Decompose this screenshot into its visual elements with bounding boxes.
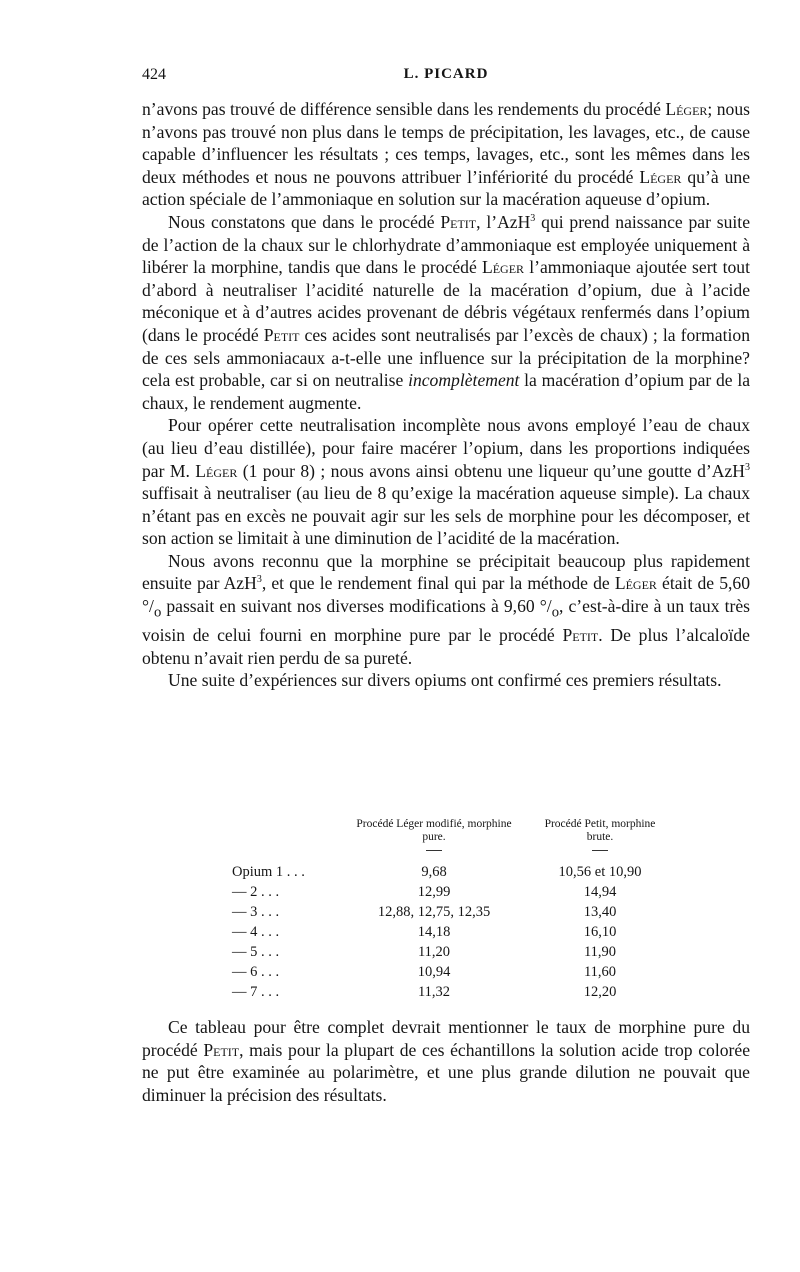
column-header-petit: Procédé Petit, morphine brute. [544, 818, 656, 843]
value-leger: 12,99 [417, 884, 451, 900]
text-run: incomplètement [408, 370, 520, 391]
column-header-leger: Procédé Léger modifié, morphine pure. [356, 818, 512, 843]
table-row [142, 922, 750, 942]
row-label: — 5 . . . [232, 944, 280, 960]
text-run: Pour opérer cette neutralisation incomplète nous avons employé l’eau de chaux (au lieu d’eau distillée), pour faire macérer l’opium, dans les proportions indiquées par M. [142, 415, 750, 481]
text-run: Petit [562, 625, 599, 646]
text-run: Léger [665, 99, 708, 119]
page-header [142, 66, 750, 90]
table-row [142, 882, 750, 902]
text-run: , c’est-à-dire à un taux très voisin de celui fourni en morphine pure par le procédé [142, 596, 751, 646]
text-run: . De plus l’alcaloïde obtenu n’avait rien perdu de sa pureté. [142, 625, 750, 668]
text-run: qu’à une action spéciale de l’ammoniaque en solution sur la macération aqueuse d’opium. [142, 166, 751, 210]
paragraph [142, 669, 750, 692]
paragraph [142, 211, 750, 414]
value-leger: 9,68 [421, 864, 447, 880]
text-run: o [551, 604, 560, 621]
value-petit: 10,56 et 10,90 [558, 864, 642, 880]
table-row [142, 962, 750, 982]
value-petit: 11,60 [583, 964, 617, 980]
row-label: — 3 . . . [232, 904, 280, 920]
running-title: L. PICARD [403, 66, 489, 82]
page-number: 424 [142, 66, 166, 83]
text-run: o [153, 604, 162, 621]
table-row [142, 862, 750, 882]
value-petit: 13,40 [583, 904, 617, 920]
paragraph [142, 98, 750, 211]
text-run: (1 pour 8) ; nous avons ainsi obtenu une liqueur qu’une goutte d’AzH [237, 460, 745, 481]
body-text [142, 98, 750, 692]
text-run: Petit [440, 211, 477, 232]
paragraph [142, 550, 750, 669]
text-run: passait en suivant nos diverses modifications à 9,60 °/ [161, 596, 552, 617]
text-run: Léger [481, 257, 525, 278]
text-run: Léger [614, 573, 657, 594]
text-run: Une suite d’expériences sur divers opiums ont confirmé ces premiers résultats. [168, 670, 722, 691]
text-run: n’avons pas trouvé de différence sensible dans les rendements du procédé [142, 99, 666, 119]
row-label: — 4 . . . [232, 924, 280, 940]
table-row [142, 942, 750, 962]
text-run: , mais pour la plupart de ces échantillons la solution acide trop colorée ne put être examinée au polarimètre, et une plus grande dilution ne pouvait que diminuer la précision des résultats. [142, 1039, 750, 1105]
paragraph [142, 1016, 750, 1106]
text-run: ces acides sont neutralisés par l’excès de chaux) ; la formation de ces sels ammoniacaux a-t-elle une influence sur la précipitation de la morphine? cela est probable, car si on neutralise [142, 324, 750, 391]
value-petit: 12,20 [583, 984, 617, 1000]
row-label: — 2 . . . [232, 884, 280, 900]
text-run: Petit [203, 1039, 240, 1060]
text-run: Ce tableau pour être complet devrait mentionner le taux de morphine pure du procédé [142, 1017, 750, 1060]
text-run: Nous avons reconnu que la morphine se précipitait beaucoup plus rapidement ensuite par AzH [142, 550, 750, 594]
text-run: , et que le rendement final qui par la méthode de [261, 573, 615, 594]
text-run: la macération d’opium par de la chaux, le rendement augmente. [142, 370, 751, 413]
value-petit: 16,10 [583, 924, 617, 940]
table-row [142, 982, 750, 1002]
text-run: Léger [639, 166, 682, 187]
value-leger: 14,18 [417, 924, 451, 940]
text-run: l’ammoniaque ajoutée sert tout d’abord à neutraliser l’acidité naturelle de la macération d’opium, due à l’acide méconique et à d’autres acides provenant de débris végétaux renfermés dans l’opium (dans le procédé [142, 257, 750, 345]
column-dash [426, 850, 442, 851]
text-run: Nous constatons que dans le procédé [168, 211, 441, 232]
closing-text [142, 1016, 750, 1106]
column-dash [592, 850, 608, 851]
row-label: Opium 1 . . . [232, 864, 305, 880]
text-run: suffisait à neutraliser (au lieu de 8 qu’exige la macération aqueuse simple). La chaux n’étant pas en excès ne pouvait agir sur les sels de morphine pour les décomposer, et son action se limitait à une diminution de l’acidité de la macération. [142, 483, 750, 549]
value-petit: 11,90 [583, 944, 617, 960]
text-run: 3 [745, 461, 750, 473]
value-leger: 12,88, 12,75, 12,35 [377, 904, 491, 920]
value-leger: 11,32 [417, 984, 451, 1000]
value-petit: 14,94 [583, 884, 617, 900]
text-run: , l’AzH [476, 211, 531, 232]
text-run: qui prend naissance par suite de l’action de la chaux sur le chlorhydrate d’ammoniaque est employée uniquement à libérer la morphine, tandis que dans le procédé [142, 211, 751, 278]
text-run: était de 5,60 °/ [142, 573, 750, 617]
paragraph [142, 414, 750, 550]
text-run: Léger [195, 460, 238, 481]
text-run: Petit [263, 324, 300, 345]
value-leger: 10,94 [417, 964, 451, 980]
text-run: ; nous n’avons pas trouvé non plus dans le temps de précipitation, les lavages, etc., de cause capable d’influencer les résultats ; ces temps, lavages, etc., sont les mêmes dans les deux méthodes et nous ne pouvons attribuer l’infériorité du procédé [142, 99, 750, 187]
row-label: — 7 . . . [232, 984, 280, 1000]
results-table [142, 818, 750, 998]
text-run: 3 [256, 574, 262, 586]
row-label: — 6 . . . [232, 964, 280, 980]
text-run: 3 [530, 213, 536, 225]
table-row [142, 902, 750, 922]
value-leger: 11,20 [417, 944, 451, 960]
